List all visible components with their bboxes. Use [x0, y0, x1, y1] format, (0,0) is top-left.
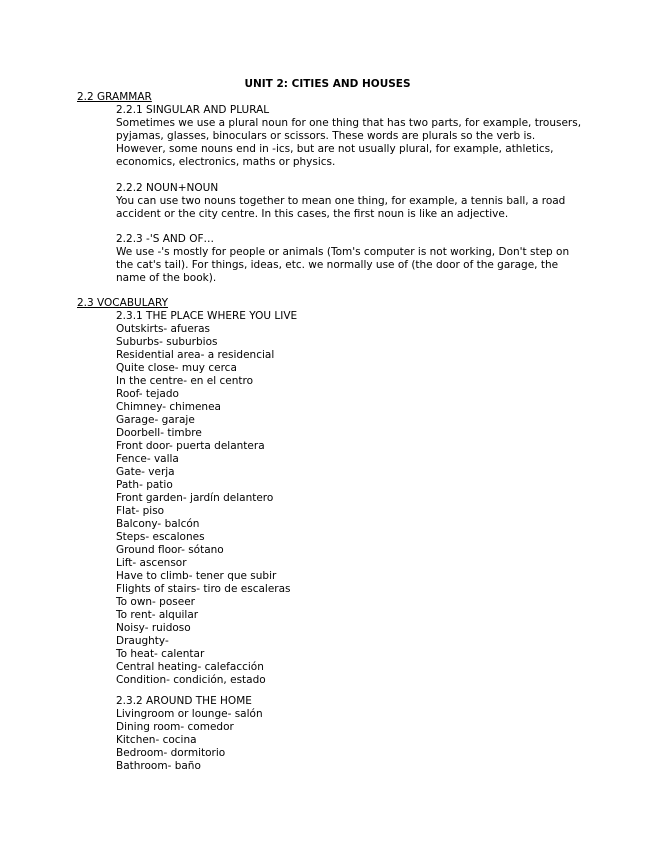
- vocab-item: Suburbs- suburbios: [116, 336, 218, 348]
- section-heading: 2.2.2 NOUN+NOUN: [116, 182, 219, 194]
- vocab-item: Flights of stairs- tiro de escaleras: [116, 583, 291, 595]
- vocab-item: Livingroom or lounge- salón: [116, 708, 263, 720]
- vocab-item: To rent- alquilar: [116, 609, 199, 621]
- vocab-item: To heat- calentar: [116, 648, 205, 660]
- vocab-item: Bedroom- dormitorio: [116, 747, 226, 759]
- vocab-item: Front garden- jardín delantero: [116, 492, 274, 504]
- vocab-item: Path- patio: [116, 479, 173, 491]
- vocab-item: Condition- condición, estado: [116, 674, 266, 686]
- vocab-list-place: [116, 323, 586, 687]
- vocab-item: Outskirts- afueras: [116, 323, 211, 335]
- grammar-heading: 2.2 GRAMMAR: [77, 91, 152, 103]
- vocab-item: Doorbell- timbre: [116, 427, 202, 439]
- section-heading: 2.3.2 AROUND THE HOME: [116, 695, 252, 707]
- vocab-list-home: [116, 708, 586, 773]
- vocab-item: Central heating- calefacción: [116, 661, 264, 673]
- vocab-item: Lift- ascensor: [116, 557, 187, 569]
- vocab-item: Fence- valla: [116, 453, 179, 465]
- vocab-item: Have to climb- tener que subir: [116, 570, 277, 582]
- vocabulary-heading: 2.3 VOCABULARY: [77, 297, 169, 309]
- vocab-item: In the centre- en el centro: [116, 375, 254, 387]
- vocab-item: Dining room- comedor: [116, 721, 234, 733]
- vocab-item: Ground floor- sótano: [116, 544, 224, 556]
- vocab-item: Balcony- balcón: [116, 518, 200, 530]
- section-noun-noun: [116, 182, 586, 221]
- section-text: You can use two nouns together to mean one thing, for example, a tennis ball, a road accident or the city centre. In this cases, the first noun is like an adjective.: [116, 195, 566, 220]
- page-title: UNIT 2: CITIES AND HOUSES: [244, 78, 411, 90]
- section-singular-plural: [116, 104, 586, 169]
- vocab-item: Draughty-: [116, 635, 169, 647]
- vocab-item: Kitchen- cocina: [116, 734, 197, 746]
- vocab-item: Bathroom- baño: [116, 760, 201, 772]
- vocab-item: Front door- puerta delantera: [116, 440, 265, 452]
- section-heading: 2.3.1 THE PLACE WHERE YOU LIVE: [116, 310, 298, 322]
- vocab-item: Steps- escalones: [116, 531, 205, 543]
- section-place-where-you-live: [116, 310, 586, 687]
- vocab-item: Roof- tejado: [116, 388, 179, 400]
- vocab-item: Residential area- a residencial: [116, 349, 275, 361]
- section-heading: 2.2.3 -'S AND OF…: [116, 233, 214, 245]
- section-text: Sometimes we use a plural noun for one thing that has two parts, for example, trousers, pyjamas, glasses, binoculars or scissors. These words are plurals so the verb is. However, some nouns end in -ics, but are not usually plural, for example, athletics, economics, electronics, maths or physics.: [116, 117, 582, 168]
- vocab-item: Flat- piso: [116, 505, 165, 517]
- section-text: We use -'s mostly for people or animals (Tom's computer is not working, Don't step on the cat's tail). For things, ideas, etc. we normally use of (the door of the garage, the name of the book).: [116, 246, 570, 284]
- vocab-item: Noisy- ruidoso: [116, 622, 191, 634]
- section-heading: 2.2.1 SINGULAR AND PLURAL: [116, 104, 270, 116]
- section-possessive: [116, 233, 586, 285]
- vocab-item: Garage- garaje: [116, 414, 195, 426]
- vocab-item: Quite close- muy cerca: [116, 362, 237, 374]
- section-around-the-home: [116, 695, 586, 773]
- vocab-item: Gate- verja: [116, 466, 175, 478]
- vocab-item: To own- poseer: [116, 596, 195, 608]
- vocab-item: Chimney- chimenea: [116, 401, 221, 413]
